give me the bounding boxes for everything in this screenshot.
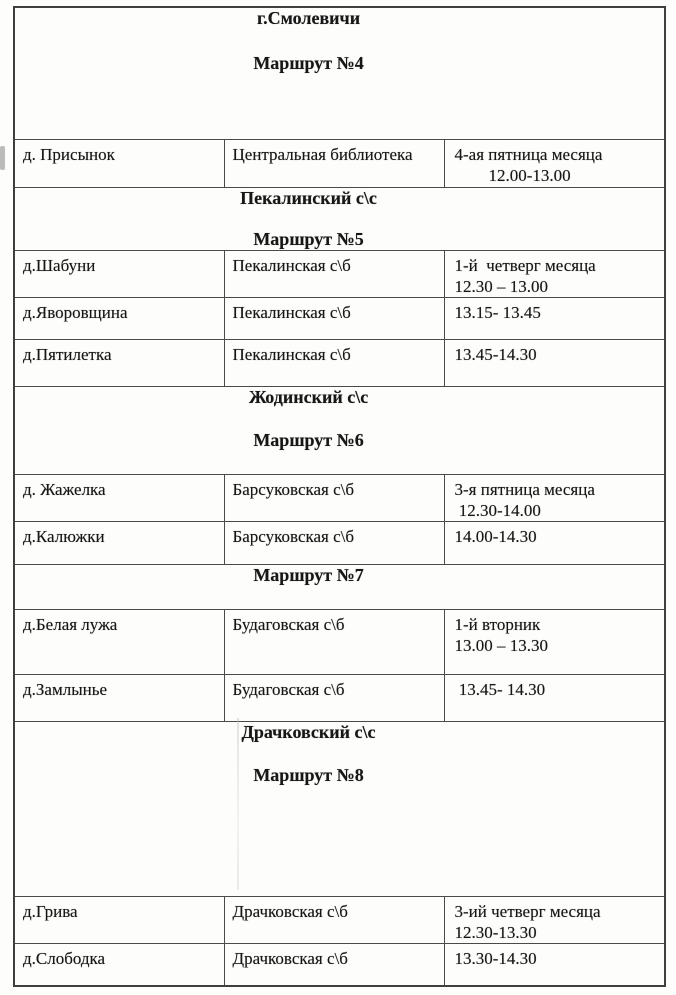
time-line: 12.30-13.30 (454, 922, 537, 942)
time-line: 3-я пятница месяца (454, 479, 595, 499)
village-cell: д.Замлынье (14, 674, 224, 721)
village-cell: д.Белая лужа (14, 609, 224, 674)
time-cell (444, 896, 665, 943)
section-header-row (14, 7, 665, 139)
district-title: Пекалинский с\с (240, 187, 377, 208)
time-cell (444, 521, 665, 564)
section-header-cell (14, 7, 665, 139)
schedule-row (14, 609, 665, 674)
time-line: 13.00 – 13.30 (454, 635, 548, 655)
section-header-cell (14, 721, 665, 896)
village-cell: д.Грива (14, 896, 224, 943)
time-line: 14.00-14.30 (454, 526, 537, 546)
schedule-row (14, 474, 665, 521)
village-cell: д. Жажелка (14, 474, 224, 521)
section-header-cell (14, 564, 665, 609)
time-line: 1-й вторник (454, 614, 541, 634)
village-cell: д. Присынок (14, 139, 224, 187)
schedule-row (14, 250, 665, 297)
time-line: 3-ий четверг месяца (454, 901, 601, 921)
schedule-row (14, 674, 665, 721)
section-header-row (14, 386, 665, 474)
city-title: г.Смолевичи (256, 8, 361, 28)
schedule-row (14, 297, 665, 339)
schedule-row (14, 139, 665, 187)
route-title: Маршрут №8 (253, 764, 364, 785)
time-cell (444, 474, 665, 521)
schedule-row (14, 521, 665, 564)
scan-fold-artifact (237, 718, 239, 890)
time-line: 13.45-14.30 (454, 344, 537, 364)
village-cell: д.Слободка (14, 943, 224, 986)
section-header-row (14, 564, 665, 609)
village-cell: д.Пятилетка (14, 339, 224, 386)
time-cell (444, 339, 665, 386)
route-title: Маршрут №5 (253, 228, 364, 249)
library-cell: Пекалинская с\б (224, 250, 444, 297)
library-cell: Будаговская с\б (224, 609, 444, 674)
route-title: Маршрут №7 (253, 564, 364, 585)
library-cell: Драчковская с\б (224, 896, 444, 943)
schedule-row (14, 339, 665, 386)
time-cell (444, 297, 665, 339)
district-title: Драчковский с\с (241, 721, 376, 742)
library-cell: Пекалинская с\б (224, 297, 444, 339)
schedule-row (14, 943, 665, 986)
library-cell: Барсуковская с\б (224, 521, 444, 564)
time-cell (444, 609, 665, 674)
time-line: 4-ая пятница месяца (454, 144, 603, 164)
scan-smudge-artifact (0, 146, 5, 170)
time-line: 13.15- 13.45 (454, 302, 541, 322)
time-cell (444, 674, 665, 721)
route-title: Маршрут №6 (253, 429, 364, 450)
time-cell (444, 250, 665, 297)
time-line: 12.00-13.00 (454, 165, 571, 185)
time-line: 12.30-14.00 (454, 500, 541, 520)
section-header-row (14, 187, 665, 250)
time-cell (444, 139, 665, 187)
village-cell: д.Яворовщина (14, 297, 224, 339)
schedule-row (14, 896, 665, 943)
time-cell (444, 943, 665, 986)
library-cell: Драчковская с\б (224, 943, 444, 986)
library-cell: Барсуковская с\б (224, 474, 444, 521)
library-cell: Пекалинская с\б (224, 339, 444, 386)
village-cell: д.Калюжки (14, 521, 224, 564)
time-line: 13.30-14.30 (454, 948, 537, 968)
section-header-cell (14, 187, 665, 250)
mobile-library-schedule-table (13, 6, 666, 987)
route-title: Маршрут №4 (253, 53, 364, 73)
section-header-cell (14, 386, 665, 474)
time-line: 1-й четверг месяца (454, 255, 596, 275)
time-line: 12.30 – 13.00 (454, 276, 548, 296)
library-cell: Будаговская с\б (224, 674, 444, 721)
time-line: 13.45- 14.30 (454, 679, 546, 699)
section-header-row (14, 721, 665, 896)
library-cell: Центральная библиотека (224, 139, 444, 187)
village-cell: д.Шабуни (14, 250, 224, 297)
district-title: Жодинский с\с (248, 386, 369, 407)
